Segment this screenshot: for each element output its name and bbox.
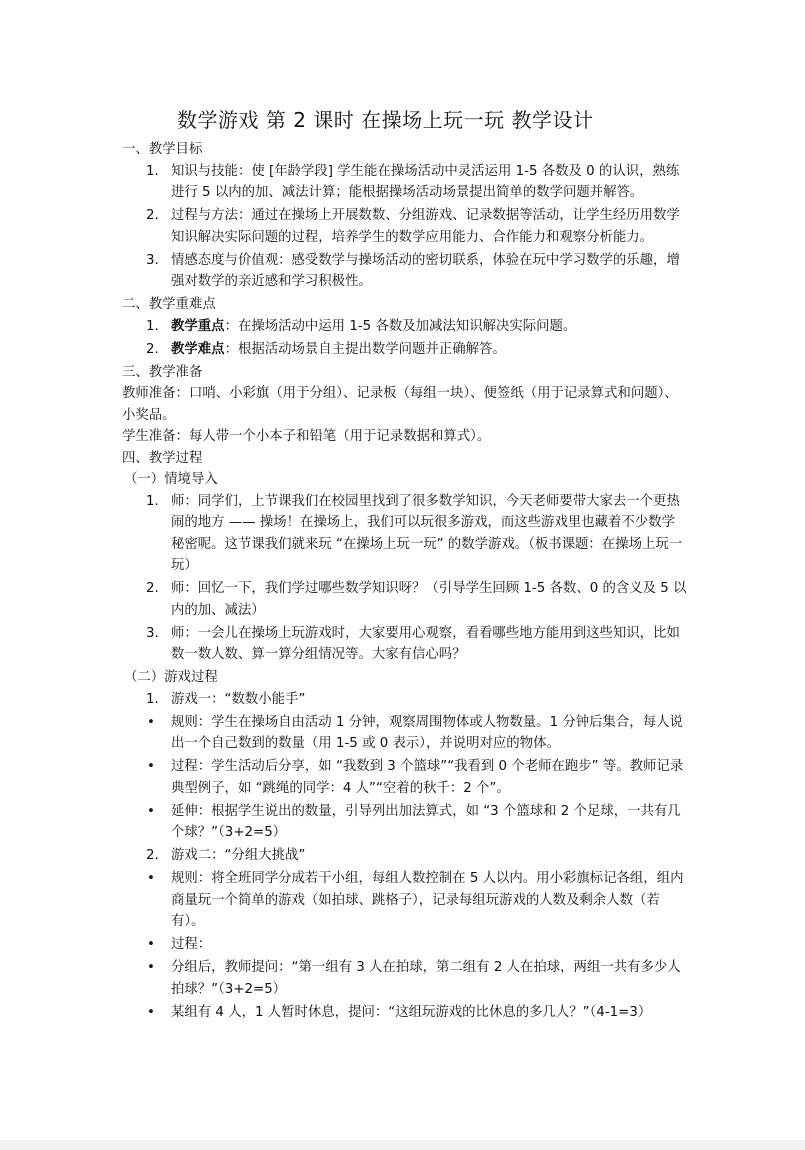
section-heading-key-points: 二、教学重难点	[122, 297, 216, 312]
games-list	[122, 689, 688, 1024]
list-text: 过程：学生活动后分享，如 “我数到 3 个篮球”“我看到 0 个老师在跑步” 等。教师记录典型例子，如 “跳绳的同学：4 人”“空着的秋千：2 个”。	[171, 759, 684, 796]
section-heading-preparation: 三、教学准备	[122, 364, 203, 380]
list-number: 2.	[146, 848, 159, 863]
list-number: 1.	[146, 493, 159, 509]
bullet-icon: •	[147, 960, 155, 975]
student-preparation: 学生准备：每人带一个小本子和铅笔（用于记录数据和算式）。	[122, 429, 491, 444]
list-text: 知识与技能：使 [年龄学段] 学生能在操场活动中灵活运用 1-5 各数及 0 的认识，熟练进行 5 以内的加、减法计算；能根据操场活动场景提出简单的数学问题并解答。	[171, 163, 680, 200]
list-item	[122, 205, 688, 248]
subsection-heading-games: （二）游戏过程	[124, 670, 218, 685]
key-points-list	[122, 316, 688, 361]
teacher-preparation: 教师准备：口哨、小彩旗（用于分组）、记录板（每组一块）、便签纸（用于记录算式和问题）、小奖品。	[122, 386, 678, 423]
list-number: 1.	[146, 163, 159, 179]
list-number: 3.	[146, 252, 159, 268]
list-item	[122, 845, 688, 867]
list-bold-label: 教学难点	[171, 341, 225, 357]
list-text: 师：回忆一下，我们学过哪些数学知识呀？（引导学生回顾 1-5 各数、0 的含义及 5 以内的加、减法）	[171, 581, 687, 618]
list-item	[122, 491, 688, 577]
bullet-icon: •	[147, 714, 155, 730]
list-item	[122, 578, 688, 621]
list-item	[122, 934, 688, 956]
list-text: 过程：	[171, 937, 212, 952]
list-text: 某组有 4 人，1 人暂时休息，提问：“这组玩游戏的比休息的多几人？”（4-1=3）	[171, 1004, 652, 1020]
intro-list	[122, 491, 688, 666]
list-item	[122, 756, 688, 799]
bullet-icon: •	[147, 937, 155, 952]
list-text: 情感态度与价值观：感受数学与操场活动的密切联系，体验在玩中学习数学的乐趣，增强对数学的亲近感和学习积极性。	[171, 252, 680, 289]
list-item	[122, 801, 688, 844]
list-number: 2.	[146, 208, 159, 223]
list-number: 1.	[146, 691, 159, 707]
bullet-icon: •	[147, 871, 155, 886]
list-number: 2.	[146, 581, 159, 596]
list-item	[122, 339, 688, 361]
subsection-heading-intro: （一）情境导入	[124, 472, 218, 487]
game-title: 游戏一：“数数小能手”	[171, 691, 306, 707]
bullet-icon: •	[147, 803, 155, 819]
list-text: 师：同学们，上节课我们在校园里找到了很多数学知识，今天老师要带大家去一个更热闹的地方 —— 操场！在操场上，我们可以玩很多游戏，而这些游戏里也藏着不少数学秘密呢。这节课我们就来玩 “在操场上玩一玩” 的数学游戏。（板书课题：在操场上玩一玩）	[171, 493, 683, 573]
section-heading-objectives: 一、教学目标	[122, 142, 203, 157]
list-item	[122, 316, 688, 338]
bullet-icon: •	[147, 759, 155, 774]
bullet-icon: •	[147, 1004, 155, 1020]
list-item	[122, 623, 688, 666]
list-text: ：在操场活动中运用 1-5 各数及加减法知识解决实际问题。	[224, 318, 577, 334]
list-item	[122, 161, 688, 204]
list-number: 1.	[146, 318, 159, 334]
list-item	[122, 250, 688, 293]
list-text: 过程与方法：通过在操场上开展数数、分组游戏、记录数据等活动，让学生经历用数学知识解决实际问题的过程，培养学生的数学应用能力、合作能力和观察分析能力。	[171, 208, 680, 245]
page-title: 数学游戏 第 2 课时 在操场上玩一玩 教学设计	[177, 108, 594, 132]
list-text: 规则：将全班同学分成若干小组，每组人数控制在 5 人以内。用小彩旗标记各组，组内商量玩一个简单的游戏（如拍球、跳格子），记录每组玩游戏的人数及剩余人数（若有）。	[171, 871, 684, 929]
list-number: 2.	[146, 341, 159, 357]
objectives-list	[122, 161, 688, 293]
list-number: 3.	[146, 625, 159, 641]
game-title: 游戏二：“分组大挑战”	[171, 848, 306, 863]
list-item	[122, 868, 688, 933]
list-item	[122, 712, 688, 755]
list-text: 分组后，教师提问：“第一组有 3 人在拍球，第二组有 2 人在拍球，两组一共有多少人拍球？”（3+2=5）	[171, 960, 681, 997]
list-text: 规则：学生在操场自由活动 1 分钟，观察周围物体或人物数量。1 分钟后集合，每人说出一个自己数到的数量（用 1-5 或 0 表示），并说明对应的物体。	[171, 714, 683, 751]
list-bold-label: 教学重点	[171, 318, 225, 334]
document-body	[122, 104, 688, 1025]
list-item	[122, 689, 688, 711]
section-heading-process: 四、教学过程	[122, 450, 203, 466]
list-item	[122, 957, 688, 1000]
list-item	[122, 1002, 688, 1024]
list-text: 师：一会儿在操场上玩游戏时，大家要用心观察，看看哪些地方能用到这些知识，比如数一数人数、算一算分组情况等。大家有信心吗？	[171, 625, 680, 662]
list-text: 延伸：根据学生说出的数量，引导列出加法算式，如 “3 个篮球和 2 个足球，一共有几个球？”（3+2=5）	[171, 803, 681, 840]
list-text: ：根据活动场景自主提出数学问题并正确解答。	[224, 341, 506, 357]
